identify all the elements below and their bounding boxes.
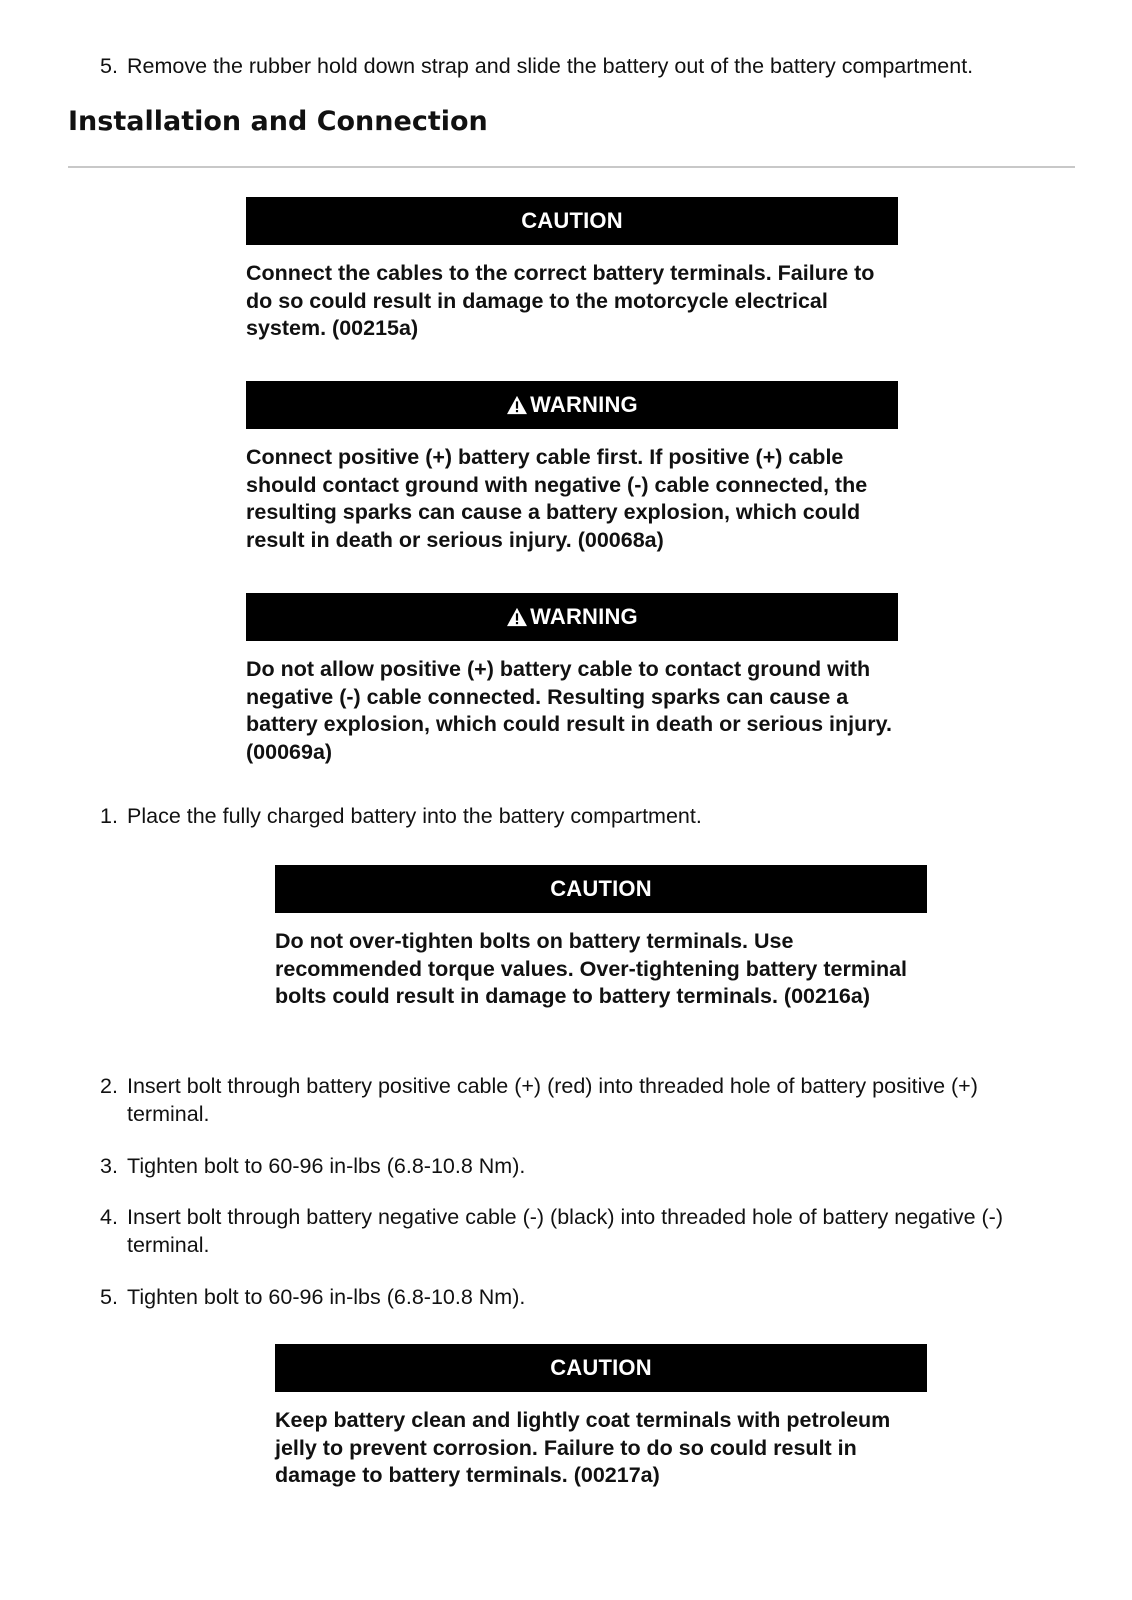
step-text: Insert bolt through battery negative cable (-) (black) into threaded hole of battery negative (-) terminal.	[127, 1205, 1003, 1257]
caution-banner	[246, 197, 898, 245]
warning-notice	[246, 381, 898, 554]
step-text: Insert bolt through battery positive cable (+) (red) into threaded hole of battery positive (+) terminal.	[127, 1074, 978, 1126]
notice-label: WARNING	[530, 604, 638, 629]
caution-banner	[275, 1344, 927, 1392]
warning-banner	[246, 593, 898, 641]
notice-label: WARNING	[530, 392, 638, 417]
removal-step-5	[100, 52, 1062, 80]
step-number: 5.	[100, 1285, 118, 1309]
step-number: 1.	[100, 804, 118, 828]
caution-notice	[275, 865, 927, 1011]
installation-step-3	[100, 1152, 1062, 1180]
notice-label: CAUTION	[550, 876, 652, 901]
step-number: 5.	[100, 54, 118, 78]
notice-text: Keep battery clean and lightly coat terminals with petroleum jelly to prevent corrosion. Failure to do so could result in damage to battery terminals. (00217a)	[275, 1408, 891, 1487]
caution-notice	[246, 197, 898, 343]
warning-banner	[246, 381, 898, 429]
step-number: 3.	[100, 1154, 118, 1178]
warning-notice	[246, 593, 898, 766]
step-number: 4.	[100, 1205, 118, 1229]
notice-label: CAUTION	[521, 208, 623, 233]
installation-step-1	[100, 802, 1062, 830]
notice-label: CAUTION	[550, 1355, 652, 1380]
installation-step-5	[100, 1283, 1062, 1311]
caution-notice	[275, 1344, 927, 1490]
step-text: Place the fully charged battery into the battery compartment.	[127, 804, 702, 828]
notice-text: Connect positive (+) battery cable first. If positive (+) cable should contact ground with negative (-) cable connected, the resulting sparks can cause a battery explosion, which could result in death or serious injury. (00068a)	[246, 445, 868, 552]
step-text: Tighten bolt to 60-96 in-lbs (6.8-10.8 Nm).	[127, 1154, 526, 1178]
installation-step-4	[100, 1203, 1062, 1259]
warning-triangle-icon	[506, 395, 528, 415]
notice-text: Do not over-tighten bolts on battery terminals. Use recommended torque values. Over-tightening battery terminal bolts could result in damage to battery terminals. (00216a)	[275, 929, 908, 1008]
step-number: 2.	[100, 1074, 118, 1098]
step-text: Remove the rubber hold down strap and slide the battery out of the battery compartment.	[127, 54, 974, 78]
notice-text: Connect the cables to the correct battery terminals. Failure to do so could result in damage to the motorcycle electrical system. (00215a)	[246, 261, 875, 340]
step-text: Tighten bolt to 60-96 in-lbs (6.8-10.8 Nm).	[127, 1285, 526, 1309]
warning-triangle-icon	[506, 607, 528, 627]
section-divider	[68, 166, 1075, 168]
notice-text: Do not allow positive (+) battery cable to contact ground with negative (-) cable connected. Resulting sparks can cause a battery explosion, which could result in death or serious injury. (00069a)	[246, 657, 892, 764]
installation-step-2	[100, 1072, 1062, 1128]
section-heading: Installation and Connection	[68, 106, 488, 137]
caution-banner	[275, 865, 927, 913]
